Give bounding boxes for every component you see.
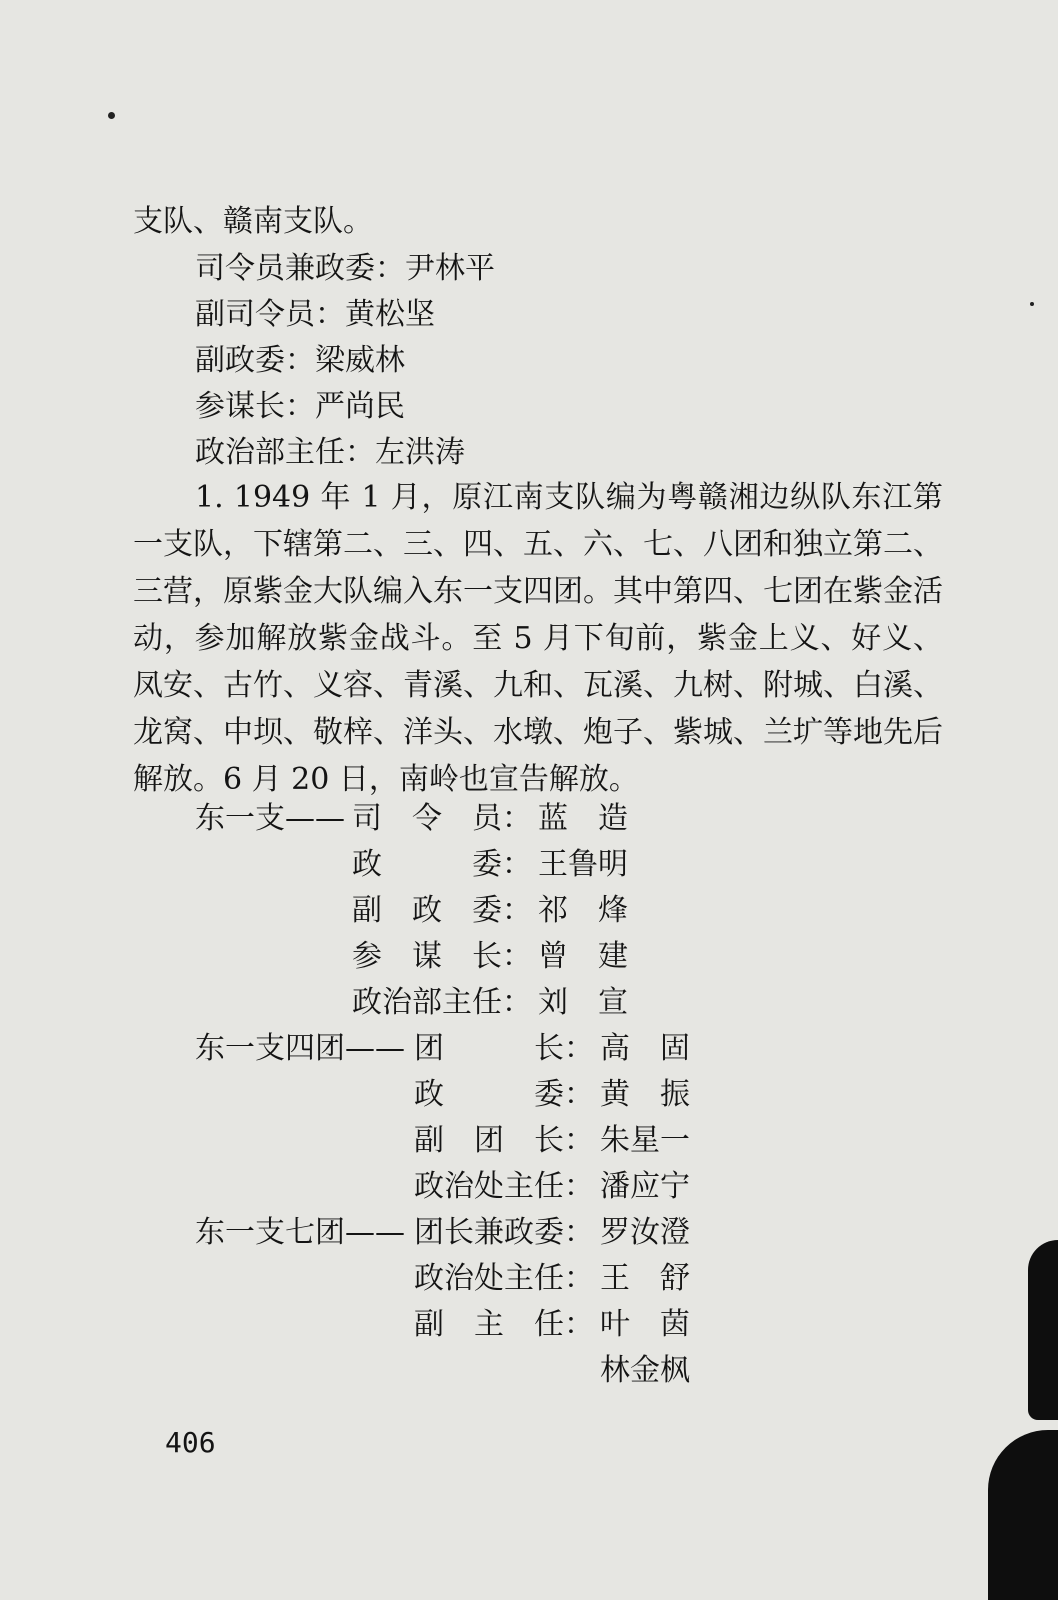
unit-member: 刘 宣 [538,985,628,1020]
unit-member: 曾 建 [538,939,628,974]
roster-role: 副政委： [195,343,315,378]
roster-name: 黄松坚 [345,297,435,332]
unit-role: 司 令 员： [352,801,532,836]
scan-dark-edge [1028,1240,1058,1420]
unit-member: 林金枫 [600,1353,690,1388]
unit-role: 政治处主任： [414,1169,594,1204]
roster-role: 政治部主任： [195,435,375,470]
roster-line [195,435,465,470]
unit-member: 潘应宁 [600,1169,690,1204]
unit-role: 政 委： [414,1077,594,1112]
unit-role: 团长兼政委： [414,1215,594,1250]
unit-role: 副 政 委： [352,893,532,928]
unit-member: 罗汝澄 [600,1215,690,1250]
unit-role: 政治部主任： [352,985,532,1020]
scan-speck [1030,302,1034,306]
roster-name: 梁威林 [315,343,405,378]
scan-speck [108,112,115,119]
roster-line [195,343,405,378]
text-line-first: 支队、赣南支队。 [133,204,373,239]
unit-role: 副 主 任： [414,1307,594,1342]
unit-role: 政 委： [352,847,532,882]
unit-role: 副 团 长： [414,1123,594,1158]
unit-member: 王 舒 [600,1261,690,1296]
unit-name: 东一支四团—— [195,1031,405,1066]
unit-name: 东一支七团—— [195,1215,405,1250]
roster-name: 尹林平 [405,251,495,286]
unit-role: 政治处主任： [414,1261,594,1296]
roster-name: 严尚民 [315,389,405,424]
body-paragraph: 1. 1949 年 1 月，原江南支队编为粤赣湘边纵队东江第一支队，下辖第二、三、四、五、六、七、八团和独立第二、三营，原紫金大队编入东一支四团。其中第四、七团在紫金活动，参加解放紫金战斗。至 5 月下旬前，紫金上义、好义、凤安、古竹、义容、青溪、九和、瓦溪、九树、附城、白溪、龙窝、中坝、敬梓、洋头、水墩、炮子、紫城、兰圹等地先后解放。6 月 20 日，南岭也宣告解放。 [133,480,943,797]
unit-member: 王鲁明 [538,847,628,882]
unit-member: 黄 振 [600,1077,690,1112]
unit-role: 团 长： [414,1031,594,1066]
roster-name: 左洪涛 [375,435,465,470]
roster-line [195,251,495,286]
unit-member: 祁 烽 [538,893,628,928]
unit-member: 高 固 [600,1031,690,1066]
unit-role: 参 谋 长： [352,939,532,974]
scan-dark-edge [988,1430,1058,1600]
unit-member: 朱星一 [600,1123,690,1158]
roster-role: 司令员兼政委： [195,251,405,286]
roster-role: 参谋长： [195,389,315,424]
roster-role: 副司令员： [195,297,345,332]
unit-member: 叶 茵 [600,1307,690,1342]
page-number: 406 [165,1426,216,1459]
unit-name: 东一支—— [195,801,345,836]
roster-line [195,389,405,424]
roster-line [195,297,435,332]
unit-member: 蓝 造 [538,801,628,836]
